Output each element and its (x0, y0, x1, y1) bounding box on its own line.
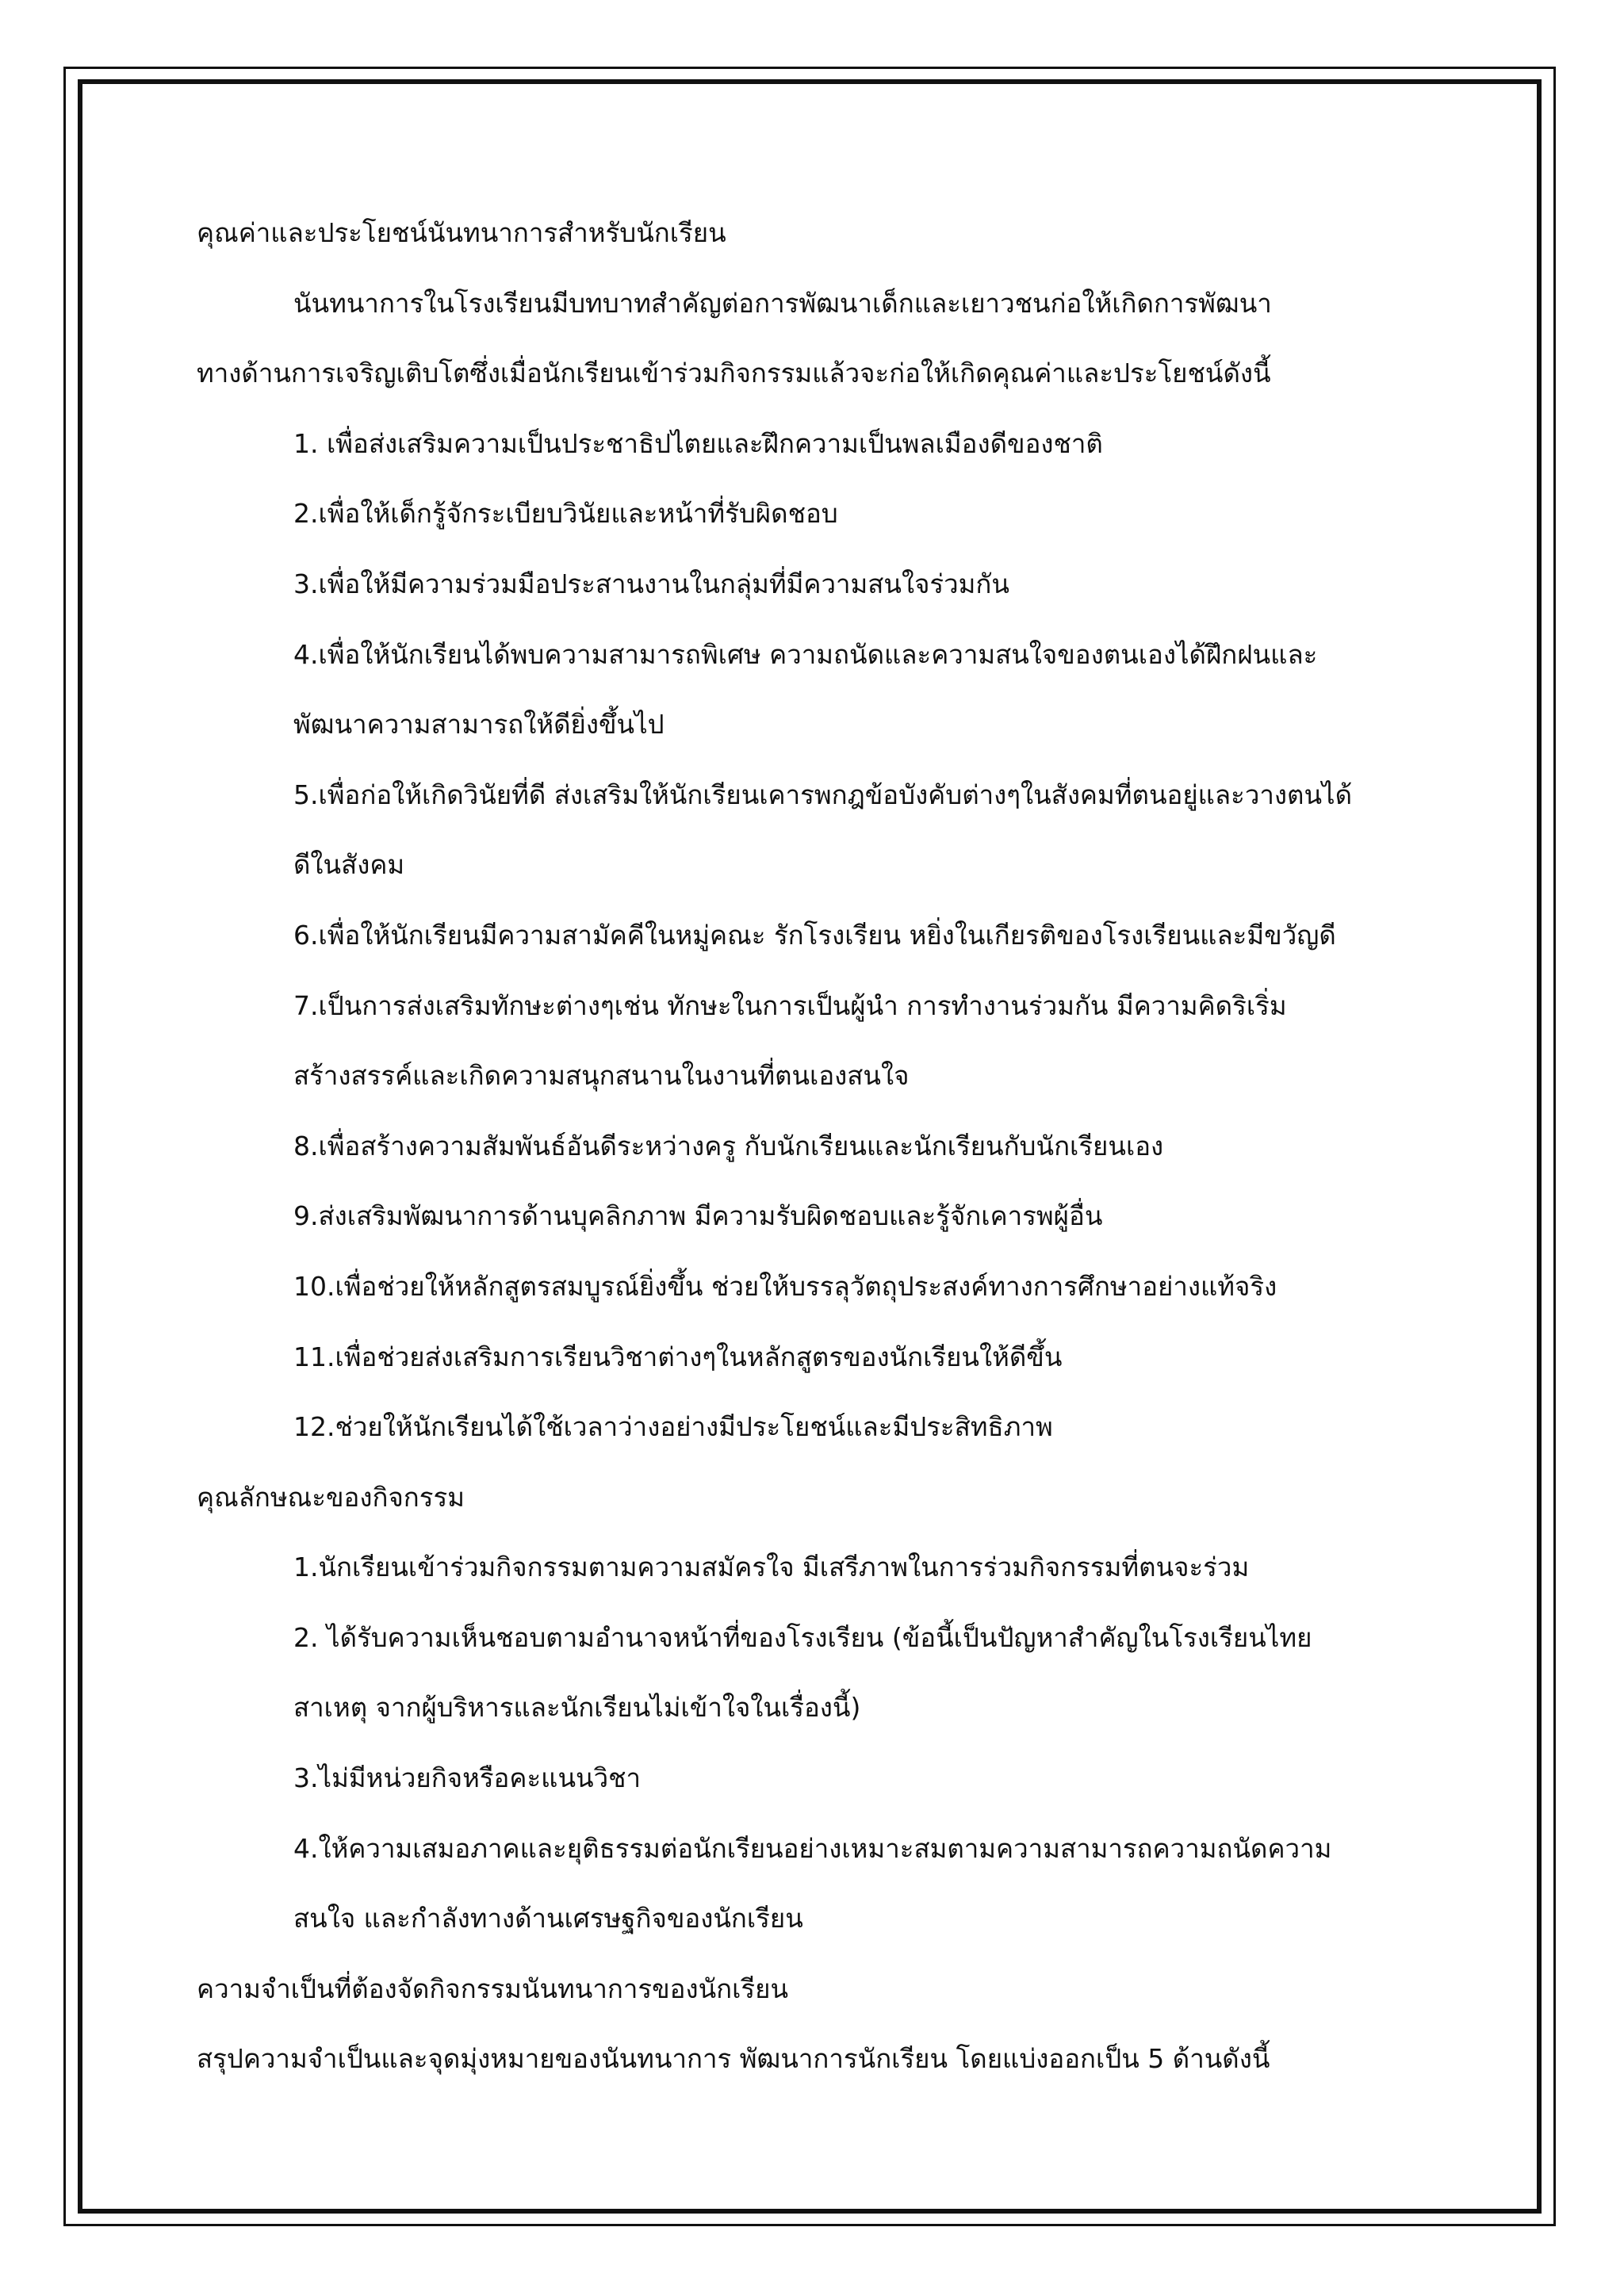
summary-line: สรุปความจำเป็นและจุดมุ่งหมายของนันทนาการ พัฒนาการนักเรียน โดยแบ่งออกเป็น 5 ด้านดังนี้ (197, 2043, 1270, 2075)
benefit-item: 2.เพื่อให้เด็กรู้จักระเบียบวินัยและหน้าที่รับผิดชอบ (293, 498, 838, 530)
intro-paragraph-line: ทางด้านการเจริญเติบโตซึ่งเมื่อนักเรียนเข้าร่วมกิจกรรมแล้วจะก่อให้เกิดคุณค่าและประโยชน์ดังนี้ (197, 358, 1271, 389)
benefit-item-continued: พัฒนาความสามารถให้ดียิ่งขึ้นไป (293, 709, 665, 740)
benefit-item: 3.เพื่อให้มีความร่วมมือประสานงานในกลุ่มที่มีความสนใจร่วมกัน (293, 568, 1009, 599)
benefit-item: 6.เพื่อให้นักเรียนมีความสามัคคีในหมู่คณะ รักโรงเรียน หยิ่งในเกียรติของโรงเรียนและมีขวัญดี (293, 919, 1336, 951)
characteristic-item: 2. ได้รับความเห็นชอบตามอำนาจหน้าที่ของโรงเรียน (ข้อนี้เป็นปัญหาสำคัญในโรงเรียนไทย (293, 1621, 1312, 1653)
section-heading-values: คุณค่าและประโยชน์นันทนาการสำหรับนักเรียน (197, 217, 726, 248)
benefit-item: 10.เพื่อช่วยให้หลักสูตรสมบูรณ์ยิ่งขึ้น ช่วยให้บรรลุวัตถุประสงค์ทางการศึกษาอย่างแท้จริง (293, 1270, 1277, 1302)
characteristic-item-continued: สาเหตุ จากผู้บริหารและนักเรียนไม่เข้าใจในเรื่องนี้) (293, 1692, 861, 1724)
characteristic-item: 4.ให้ความเสมอภาคและยุติธรรมต่อนักเรียนอย่างเหมาะสมตามความสามารถความถนัดความ (293, 1832, 1332, 1864)
section-heading-characteristics: คุณลักษณะของกิจกรรม (197, 1481, 465, 1513)
benefit-item-continued: ดีในสังคม (293, 849, 405, 881)
section-heading-necessity: ความจำเป็นที่ต้องจัดกิจกรรมนันทนาการของนักเรียน (197, 1973, 789, 2004)
benefit-item: 4.เพื่อให้นักเรียนได้พบความสามารถพิเศษ ความถนัดและความสนใจของตนเองได้ฝึกฝนและ (293, 638, 1318, 670)
benefit-item: 1. เพื่อส่งเสริมความเป็นประชาธิปไตยและฝึกความเป็นพลเมืองดีของชาติ (293, 427, 1103, 459)
benefit-item: 8.เพื่อสร้างความสัมพันธ์อันดีระหว่างครู กับนักเรียนและนักเรียนกับนักเรียนเอง (293, 1130, 1164, 1161)
characteristic-item-continued: สนใจ และกำลังทางด้านเศรษฐกิจของนักเรียน (293, 1903, 803, 1934)
benefit-item: 11.เพื่อช่วยส่งเสริมการเรียนวิชาต่างๆในหลักสูตรของนักเรียนให้ดีขึ้น (293, 1341, 1063, 1372)
benefit-item: 12.ช่วยให้นักเรียนได้ใช้เวลาว่างอย่างมีประโยชน์และมีประสิทธิภาพ (293, 1411, 1053, 1443)
benefit-item: 5.เพื่อก่อให้เกิดวินัยที่ดี ส่งเสริมให้นักเรียนเคารพกฎข้อบังคับต่างๆในสังคมที่ตนอยู่และวางตนได้ (293, 779, 1353, 810)
document-body (197, 198, 1434, 2095)
benefit-item: 7.เป็นการส่งเสริมทักษะต่างๆเช่น ทักษะในการเป็นผู้นำ การทำงานร่วมกัน มีความคิดริเริ่ม (293, 989, 1287, 1021)
characteristic-item: 3.ไม่มีหน่วยกิจหรือคะแนนวิชา (293, 1762, 642, 1794)
intro-paragraph-line: นันทนาการในโรงเรียนมีบทบาทสำคัญต่อการพัฒนาเด็กและเยาวชนก่อให้เกิดการพัฒนา (293, 287, 1272, 319)
characteristic-item: 1.นักเรียนเข้าร่วมกิจกรรมตามความสมัครใจ มีเสรีภาพในการร่วมกิจกรรมที่ตนจะร่วม (293, 1552, 1250, 1583)
benefit-item: 9.ส่งเสริมพัฒนาการด้านบุคลิกภาพ มีความรับผิดชอบและรู้จักเคารพผู้อื่น (293, 1200, 1103, 1232)
benefit-item-continued: สร้างสรรค์และเกิดความสนุกสนานในงานที่ตนเองสนใจ (293, 1060, 910, 1092)
